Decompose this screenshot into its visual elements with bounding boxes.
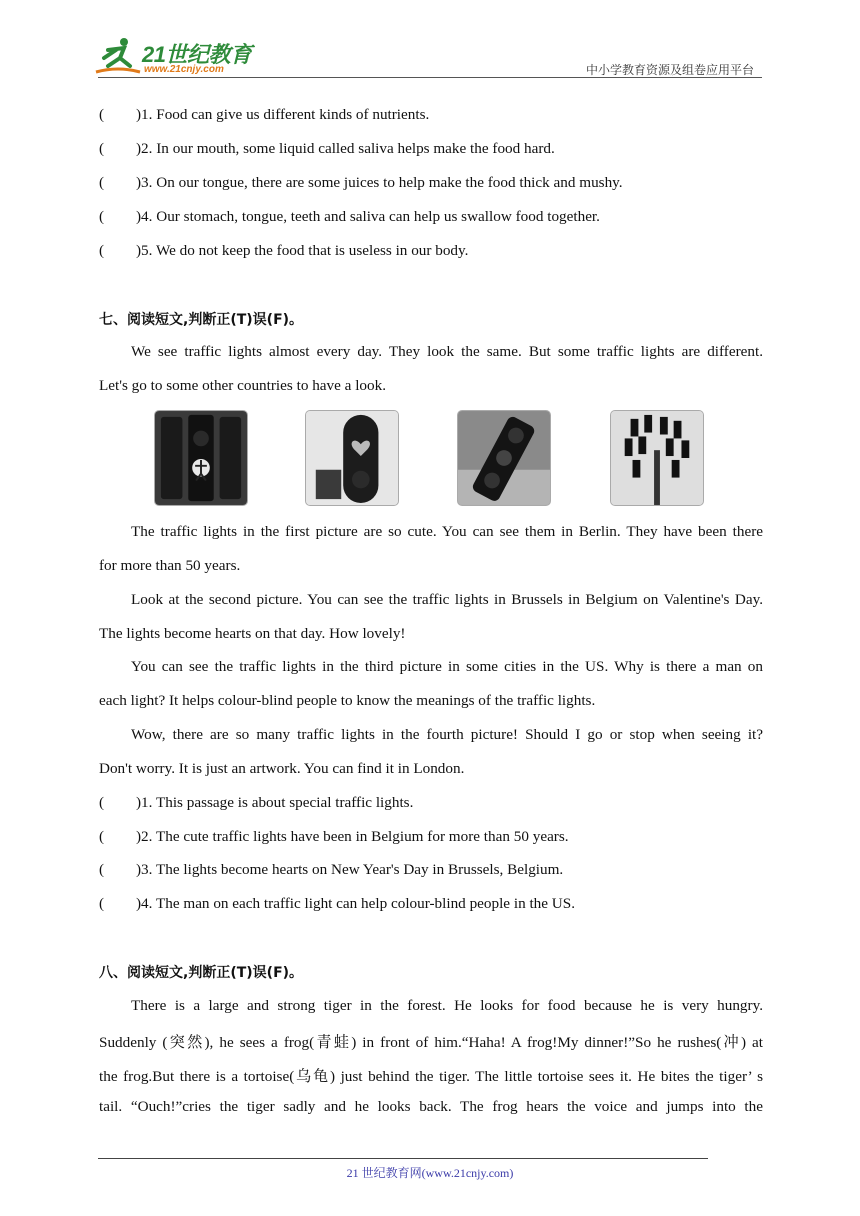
- question-text: )3. The lights become hearts on New Year's Day in Brussels, Belgium.: [136, 861, 564, 878]
- paragraph-line: the frog.But there is a tortoise(乌龟) just behind the tiger. The little tortoise sees it. He bites the tiger’ s: [99, 1068, 763, 1085]
- answer-blank[interactable]: (: [99, 106, 105, 123]
- question-item: [99, 208, 763, 226]
- traffic-light-tree-icon: [611, 411, 703, 505]
- traffic-light-photo-berlin: [154, 410, 248, 506]
- traffic-light-photo-us: [457, 410, 551, 506]
- question-text: )1. This passage is about special traffic lights.: [136, 794, 414, 811]
- heart-traffic-light-icon: [306, 411, 398, 505]
- answer-blank[interactable]: (: [99, 242, 105, 259]
- runner-logo-icon: [94, 36, 142, 76]
- paragraph-line: Suddenly (突然), he sees a frog(青蛙) in front of him.“Haha! A frog!My dinner!”So he rushes(冲) at: [99, 1034, 763, 1051]
- footer-divider: [98, 1158, 708, 1159]
- answer-blank[interactable]: (: [99, 140, 105, 157]
- paragraph-line: Let's go to some other countries to have a look.: [99, 377, 387, 394]
- paragraph-line: There is a large and strong tiger in the forest. He looks for food because he is very hungry.: [131, 997, 763, 1014]
- man-traffic-light-icon: [458, 411, 550, 505]
- question-text: )4. Our stomach, tongue, teeth and saliva can help us swallow food together.: [136, 208, 600, 225]
- question-item: [99, 140, 763, 158]
- answer-blank[interactable]: (: [99, 895, 105, 912]
- question-text: )1. Food can give us different kinds of nutrients.: [136, 106, 430, 123]
- answer-blank[interactable]: (: [99, 861, 105, 878]
- question-item: [99, 174, 763, 192]
- question-item: [99, 828, 763, 846]
- traffic-light-photo-london: [610, 410, 704, 506]
- question-text: )2. In our mouth, some liquid called saliva helps make the food hard.: [136, 140, 555, 157]
- paragraph-line: Wow, there are so many traffic lights in the fourth picture! Should I go or stop when seeing it?: [131, 726, 763, 743]
- platform-title: 中小学教育资源及组卷应用平台: [585, 63, 754, 77]
- paragraph-line: The traffic lights in the first picture are so cute. You can see them in Berlin. They have been there: [131, 523, 763, 540]
- header-divider: [98, 77, 762, 78]
- logo-url: www.21cnjy.com: [144, 64, 224, 75]
- question-item: [99, 895, 763, 913]
- question-text: )4. The man on each traffic light can help colour-blind people in the US.: [136, 895, 576, 912]
- logo-text: 21世纪教育: [142, 42, 252, 67]
- paragraph-line: You can see the traffic lights in the third picture in some cities in the US. Why is there a man on: [131, 658, 763, 675]
- paragraph-line: We see traffic lights almost every day. They look the same. But some traffic lights are different.: [131, 343, 763, 360]
- question-item: [99, 106, 763, 124]
- question-item: [99, 242, 763, 260]
- paragraph-line: Don't worry. It is just an artwork. You can find it in London.: [99, 760, 465, 777]
- paragraph-line: for more than 50 years.: [99, 557, 241, 574]
- paragraph-line: Look at the second picture. You can see the traffic lights in Brussels in Belgium on Valentine's Day.: [131, 591, 763, 608]
- section-heading: 七、阅读短文,判断正(T)误(F)。: [99, 312, 304, 328]
- question-text: )3. On our tongue, there are some juices to help make the food thick and mushy.: [136, 174, 623, 191]
- paragraph-line: each light? It helps colour-blind people to know the meanings of the traffic lights.: [99, 692, 596, 709]
- question-text: )2. The cute traffic lights have been in Belgium for more than 50 years.: [136, 828, 569, 845]
- question-item: [99, 794, 763, 812]
- site-logo[interactable]: [94, 36, 294, 78]
- ampelmann-traffic-light-icon: [155, 411, 247, 505]
- answer-blank[interactable]: (: [99, 208, 105, 225]
- footer-text[interactable]: 21 世纪教育网(www.21cnjy.com): [346, 1166, 514, 1180]
- question-text: )5. We do not keep the food that is useless in our body.: [136, 242, 469, 259]
- paragraph-line: The lights become hearts on that day. How lovely!: [99, 625, 406, 642]
- traffic-light-photo-brussels: [305, 410, 399, 506]
- paragraph-line: tail. “Ouch!”cries the tiger sadly and he looks back. The frog hears the voice and jumps into the: [99, 1098, 763, 1115]
- answer-blank[interactable]: (: [99, 794, 105, 811]
- question-item: [99, 861, 763, 879]
- answer-blank[interactable]: (: [99, 828, 105, 845]
- section-heading: 八、阅读短文,判断正(T)误(F)。: [99, 965, 304, 981]
- answer-blank[interactable]: (: [99, 174, 105, 191]
